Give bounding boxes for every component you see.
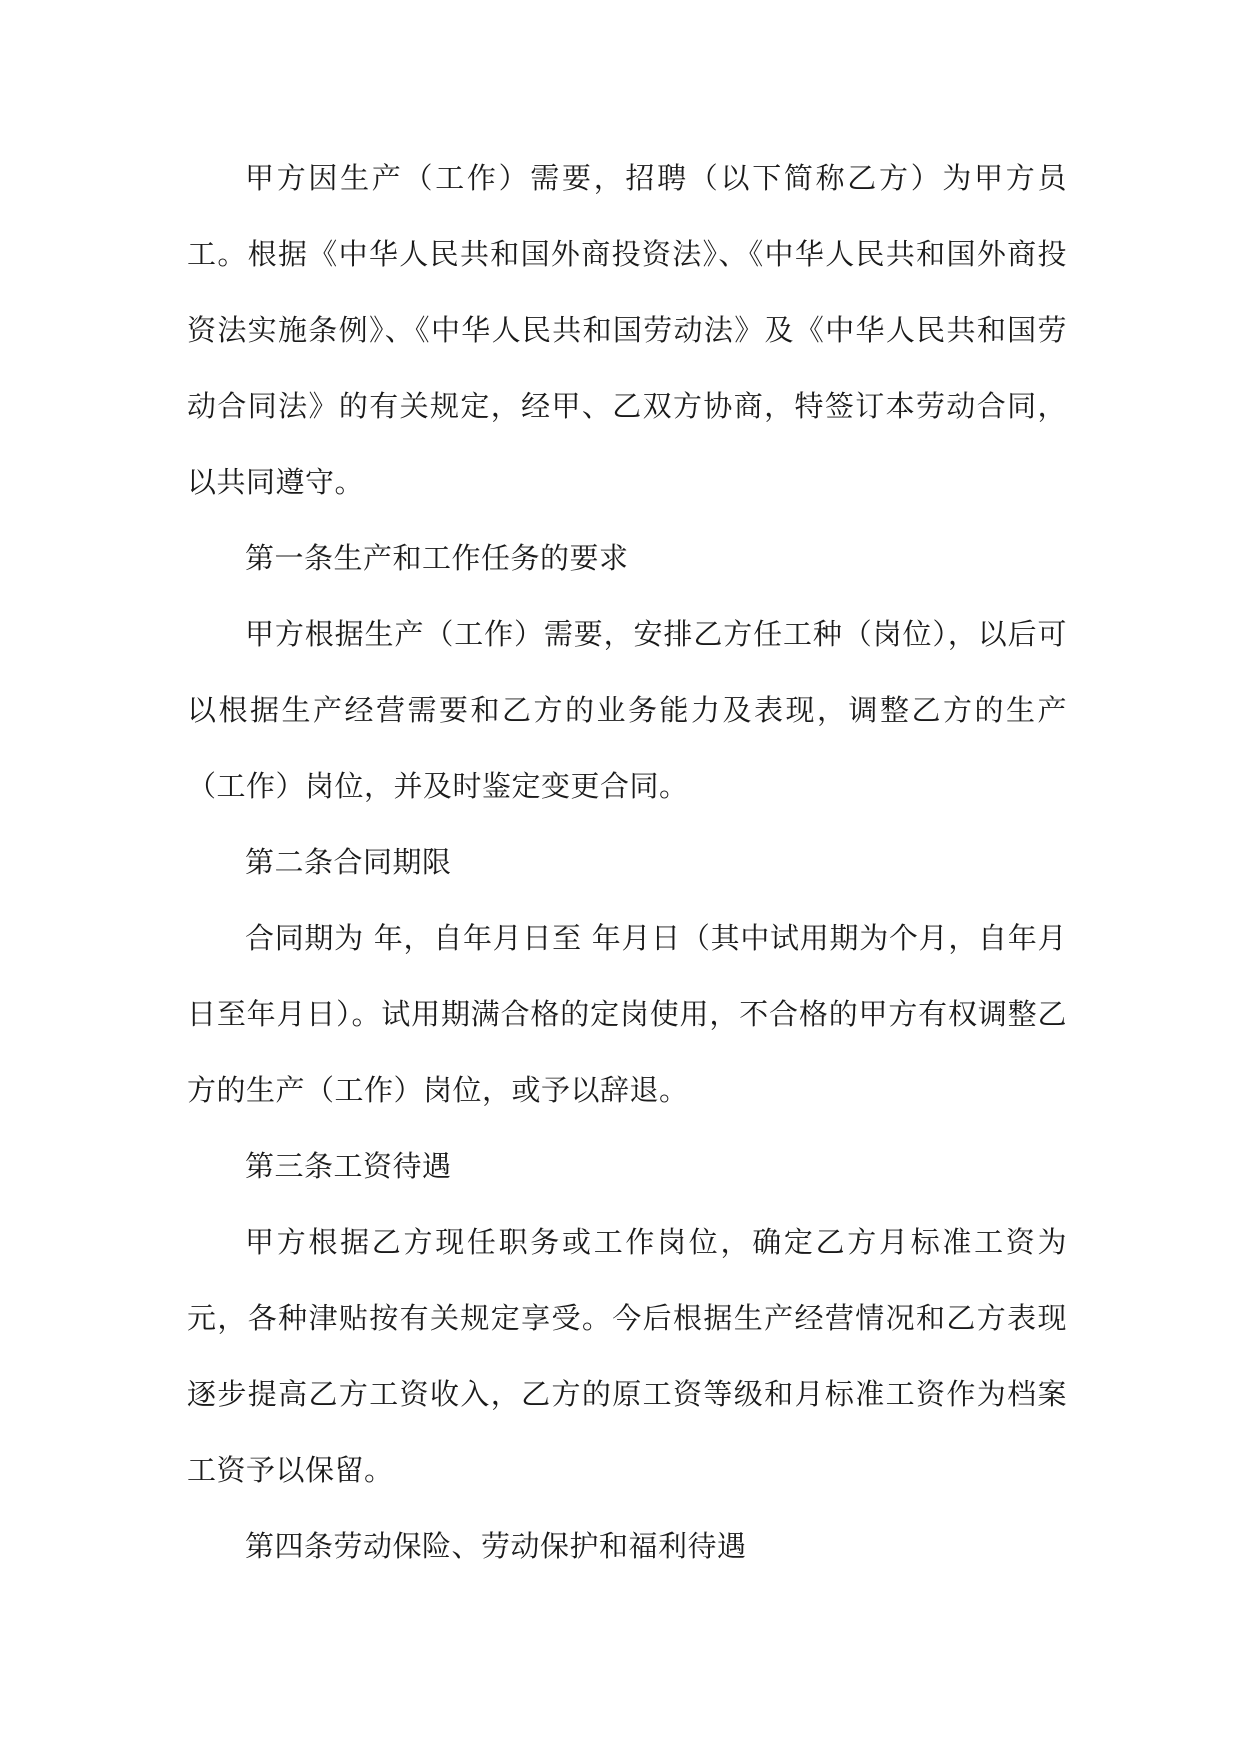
- article-1-heading: 第一条生产和工作任务的要求: [245, 541, 629, 575]
- paragraph-intro: 甲方因生产（工作）需要，招聘（以下简称乙方）为甲方员工。根据《中华人民共和国外商投资法》、《中华人民共和国外商投资法实施条例》、《中华人民共和国劳动法》及《中华人民共和国劳动合同法》的有关规定，经甲、乙双方协商，特签订本劳动合同，以共同遵守。: [187, 161, 1067, 499]
- document-body: [187, 140, 1067, 1584]
- article-4-heading: 第四条劳动保险、劳动保护和福利待遇: [245, 1529, 747, 1563]
- article-2-heading: 第二条合同期限: [245, 845, 452, 879]
- article-3-heading: 第三条工资待遇: [245, 1149, 452, 1183]
- article-2-body: 合同期为 年，自年月日至 年月日（其中试用期为个月，自年月日至年月日）。试用期满合格的定岗使用，不合格的甲方有权调整乙方的生产（工作）岗位，或予以辞退。: [187, 921, 1067, 1107]
- article-1-body: 甲方根据生产（工作）需要，安排乙方任工种（岗位），以后可以根据生产经营需要和乙方的业务能力及表现，调整乙方的生产（工作）岗位，并及时鉴定变更合同。: [187, 617, 1067, 803]
- article-3-body: 甲方根据乙方现任职务或工作岗位，确定乙方月标准工资为元，各种津贴按有关规定享受。今后根据生产经营情况和乙方表现逐步提高乙方工资收入，乙方的原工资等级和月标准工资作为档案工资予以保留。: [187, 1225, 1067, 1487]
